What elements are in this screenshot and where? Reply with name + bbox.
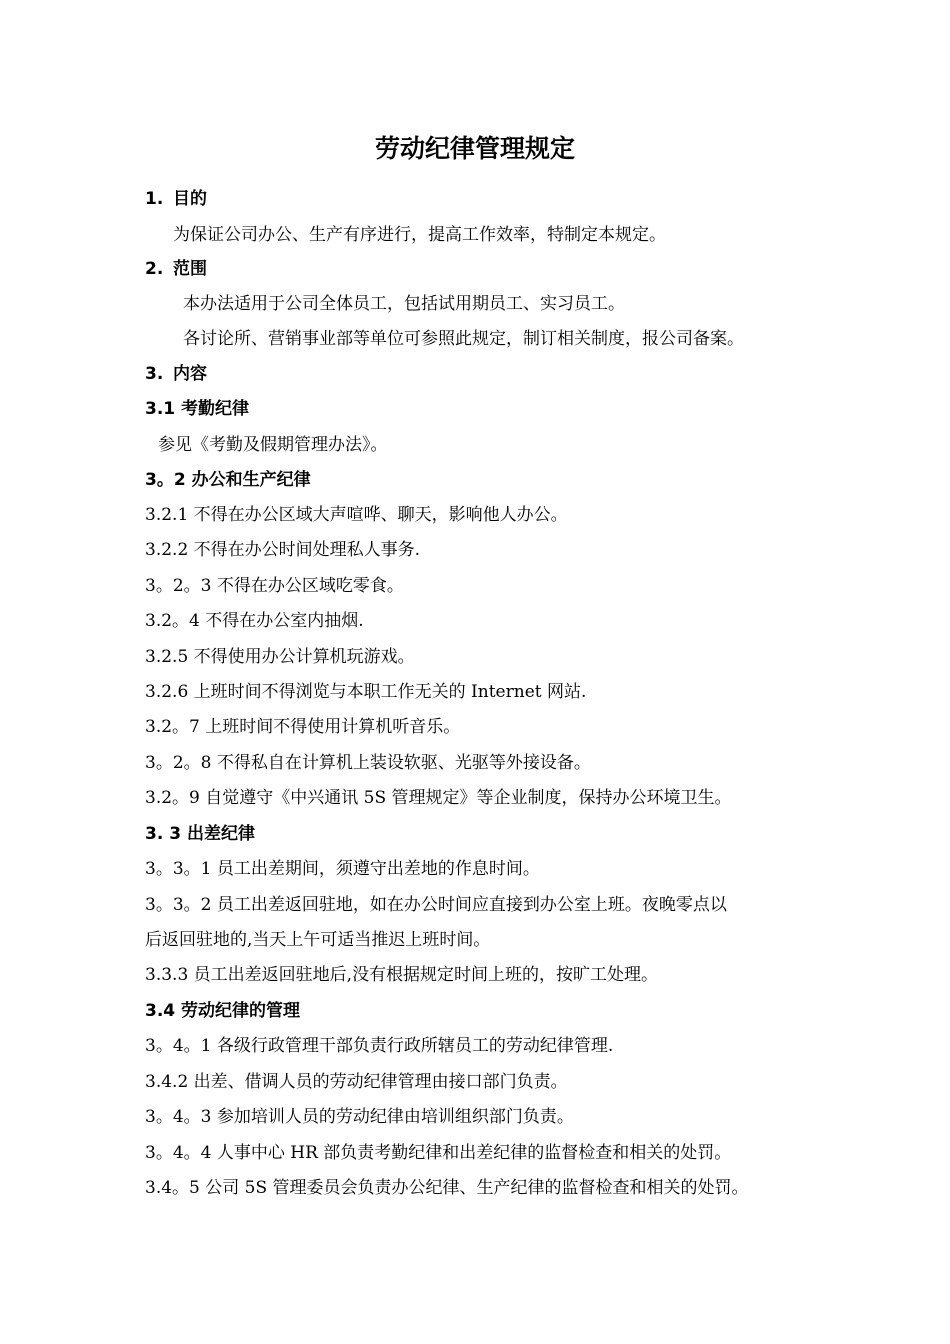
clause-item: 3.2。4 不得在办公室内抽烟. (145, 611, 364, 631)
section-3-3-heading: 3. 3 出差纪律 (145, 824, 255, 844)
section-3-4-heading: 3.4 劳动纪律的管理 (145, 1001, 301, 1021)
clause-item: 3。4。4 人事中心 HR 部负责考勤纪律和出差纪律的监督检查和相关的处罚。 (145, 1143, 732, 1163)
section-1-body: 为保证公司办公、生产有序进行，提高工作效率，特制定本规定。 (173, 225, 666, 245)
section-1-heading (145, 186, 207, 212)
clause-item: 3.2。7 上班时间不得使用计算机听音乐。 (145, 717, 461, 737)
section-3-label: 内容 (173, 364, 207, 384)
section-2-body-line: 本办法适用于公司全体员工，包括试用期员工、实习员工。 (183, 294, 625, 314)
clause-item: 3。4。3 参加培训人员的劳动纪律由培训组织部门负责。 (145, 1107, 574, 1127)
clause-item: 3.2.2 不得在办公时间处理私人事务. (145, 540, 421, 560)
clause-item: 3.2.1 不得在办公区域大声喧哗、聊天，影响他人办公。 (145, 505, 568, 525)
clause-item: 3。3。2 员工出差返回驻地，如在办公时间应直接到办公室上班。夜晚零点以 (145, 895, 727, 915)
section-3-number: 3. (145, 364, 164, 384)
clause-item: 3。4。1 各级行政管理干部负责行政所辖员工的劳动纪律管理. (145, 1036, 614, 1056)
clause-item-continuation: 后返回驻地的,当天上午可适当推迟上班时间。 (145, 930, 491, 950)
document-title: 劳动纪律管理规定 (374, 134, 575, 163)
section-3-1-heading: 3.1 考勤纪律 (145, 399, 250, 419)
clause-item: 3。2。3 不得在办公区域吃零食。 (145, 576, 404, 596)
clause-item: 3。2。8 不得私自在计算机上装设软驱、光驱等外接设备。 (145, 753, 591, 773)
clause-item: 3。3。1 员工出差期间，须遵守出差地的作息时间。 (145, 859, 540, 879)
section-2-body-line: 各讨论所、营销事业部等单位可参照此规定，制订相关制度，报公司备案。 (183, 329, 744, 349)
section-1-label: 目的 (173, 189, 207, 209)
clause-item: 3.2。9 自觉遵守《中兴通讯 5S 管理规定》等企业制度，保持办公环境卫生。 (145, 788, 732, 808)
section-2-label: 范围 (173, 259, 207, 279)
section-1-number: 1. (145, 189, 164, 209)
section-3-2-heading: 3。2 办公和生产纪律 (145, 470, 311, 490)
clause-item: 3.2.5 不得使用办公计算机玩游戏。 (145, 647, 415, 667)
section-2-heading (145, 256, 207, 282)
section-3-1-body: 参见《考勤及假期管理办法》。 (158, 435, 388, 455)
clause-item: 3.2.6 上班时间不得浏览与本职工作无关的 Internet 网站. (145, 682, 587, 702)
section-2-number: 2. (145, 259, 164, 279)
clause-item: 3.3.3 员工出差返回驻地后,没有根据规定时间上班的，按旷工处理。 (145, 965, 659, 985)
clause-item: 3.4.2 出差、借调人员的劳动纪律管理由接口部门负责。 (145, 1072, 568, 1092)
clause-item: 3.4。5 公司 5S 管理委员会负责办公纪律、生产纪律的监督检查和相关的处罚。 (145, 1178, 749, 1198)
section-3-heading (145, 361, 207, 387)
